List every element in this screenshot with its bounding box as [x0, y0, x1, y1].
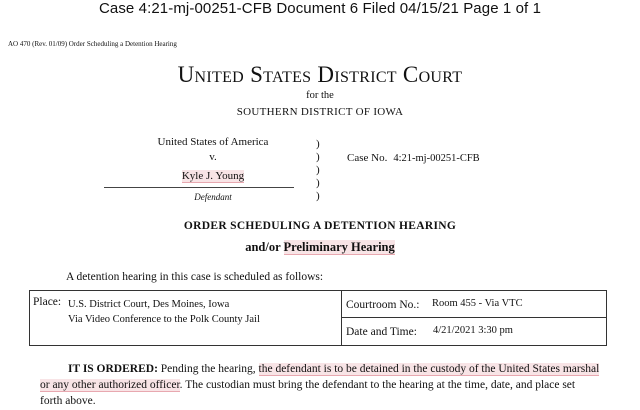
caption-paren-3: ) [316, 164, 320, 176]
case-no-value: 4:21-mj-00251-CFB [393, 153, 480, 164]
place-value-line2: Via Video Conference to the Polk County Jail [68, 314, 260, 325]
defendant-line [104, 187, 294, 188]
it-is-ordered: IT IS ORDERED: [68, 363, 158, 375]
case-no-label: Case No. [347, 152, 388, 164]
for-text: for the [306, 90, 334, 101]
district-name: SOUTHERN DISTRICT OF IOWA [236, 106, 404, 118]
caption-paren-4: ) [316, 177, 320, 189]
courtroom-label: Courtroom No.: [346, 299, 420, 311]
datetime-label: Date and Time: [346, 326, 417, 338]
custody-clause: the defendant is to be detained in the custody of the United States marshal or any other authorized officer [40, 363, 600, 391]
form-id: AO 470 (Rev. 01/09) Order Scheduling a Detention Hearing [8, 40, 177, 48]
place-label: Place: [33, 296, 62, 308]
order-subtitle: and/or Preliminary Hearing [245, 240, 395, 254]
order-paragraph: IT IS ORDERED: Pending the hearing, the defendant is to be detained in the custody of the United States marshal or any other authorized officer. The custodian must bring the defendant to the hearing at the time, date, and place set forth above. [40, 363, 600, 407]
defendant-name: Kyle J. Young [181, 170, 245, 182]
versus-text: v. [209, 151, 217, 163]
order-title: ORDER SCHEDULING A DETENTION HEARING [183, 220, 457, 232]
courtroom-value: Room 455 - Via VTC [432, 298, 523, 309]
caption-paren-5: ) [316, 190, 320, 202]
defendant-label: Defendant [194, 192, 232, 202]
case-number [347, 152, 480, 164]
filing-header: Case 4:21-mj-00251-CFB Document 6 Filed 04/15/21 Page 1 of 1 [98, 0, 542, 17]
plaintiff-name: United States of America [157, 136, 269, 148]
court-name: United States District Court [177, 62, 463, 87]
intro-text: A detention hearing in this case is scheduled as follows: [66, 271, 324, 283]
hearing-table [29, 290, 607, 346]
table-row-divider [342, 317, 606, 318]
caption-paren-1: ) [316, 138, 320, 150]
datetime-value: 4/21/2021 3:30 pm [433, 325, 513, 336]
caption-paren-2: ) [316, 151, 320, 163]
table-divider [341, 291, 342, 345]
place-value-line1: U.S. District Court, Des Moines, Iowa [68, 299, 230, 310]
